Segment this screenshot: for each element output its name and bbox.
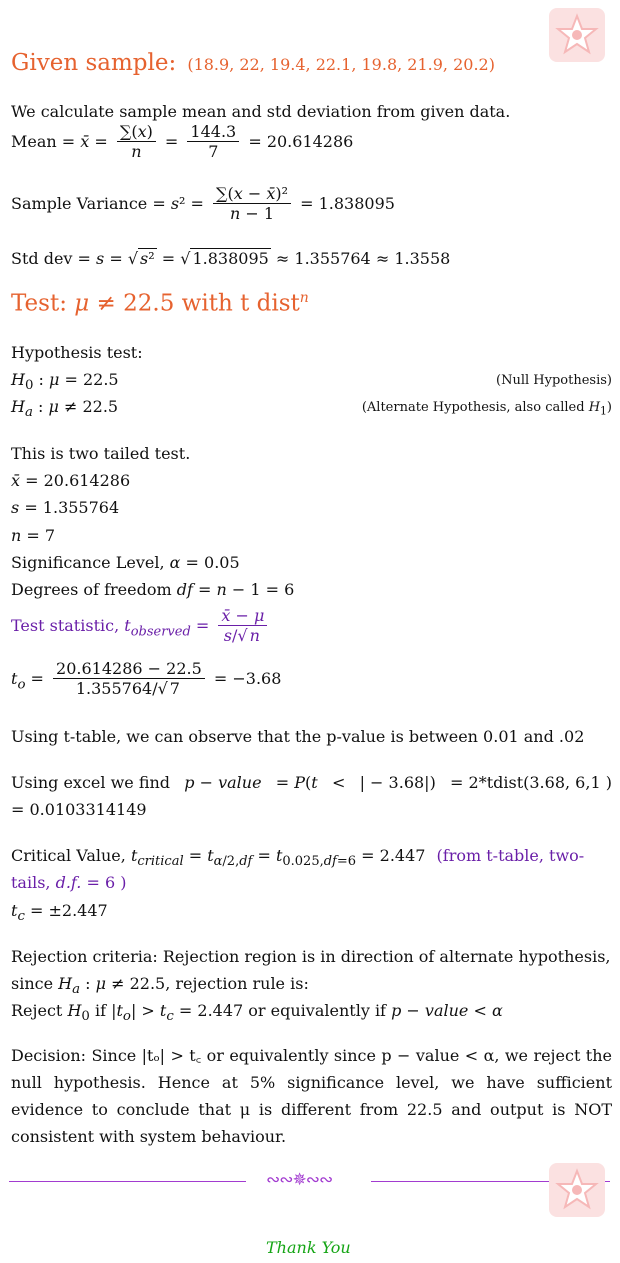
- stddev-approx2: 1.3558: [394, 249, 451, 268]
- critical-value: Critical Value, $t_{critical} = t_{\alpha/2,df} = t_{0.025,df=6} = 2.447$ (from t-table, two-: [11, 846, 585, 870]
- hypothesis-label: Hypothesis test:: [11, 343, 143, 362]
- heading-label: Given sample:: [11, 50, 177, 76]
- star-logo-icon: [555, 13, 599, 57]
- excel-prefix: Using excel we find: [11, 773, 171, 792]
- xbar-value: = 20.614286: [25, 471, 131, 490]
- star-logo-icon: [555, 1168, 599, 1212]
- n-value: = 7: [26, 526, 56, 545]
- critical-note: (from t-table, two-: [436, 846, 585, 865]
- footer-rule-left: [9, 1181, 246, 1182]
- reject-word: Reject: [11, 1001, 63, 1020]
- critical-note3: = 6 ): [86, 873, 127, 892]
- critical-value-number: = 2.447: [361, 846, 426, 865]
- stddev-label: Std dev: [11, 249, 73, 268]
- rejection-since: since: [11, 974, 54, 993]
- test-statistic-value: $t_o$ = $\frac{20.614286 - 22.5}{1.355764/√ 7}$ = −3.68: [11, 659, 282, 699]
- mean-formula: Mean = x̄ = $\frac{\sum(x)}{n}$ = $\frac{144.3}{7}$ = 20.614286: [11, 122, 354, 162]
- rejection-rule: , rejection rule is:: [165, 974, 309, 993]
- sample-values: (18.9, 22, 19.4, 22.1, 19.8, 21.9, 20.2): [187, 55, 495, 74]
- alt-value: 22.5: [82, 397, 119, 416]
- null-hypothesis: $H_0$ : μ = 22.5: [11, 370, 119, 394]
- alt-note-text: (Alternate Hypothesis, also called: [361, 400, 589, 415]
- null-note: (Null Hypothesis): [496, 373, 612, 388]
- mean-value: = 20.614286: [248, 132, 354, 152]
- null-value: 22.5: [82, 370, 119, 389]
- critical-note-line2: tails, d.f. = 6 ): [11, 873, 127, 892]
- pvalue-result: = 0.0103314149: [11, 800, 147, 819]
- test-heading-prefix: Test:: [11, 290, 67, 317]
- decision-text: Decision: Since |tₒ| > t꜀ or equivalently since p − value < α, we reject the null hypothesis. Hence at 5% significance level, we have sufficient evidence to conclude that μ is different from 22.5 and output is NOT consistent with system behaviour.: [11, 1046, 612, 1146]
- given-s: s = 1.355764: [11, 498, 120, 517]
- rejection-line1: Rejection criteria: Rejection region is in direction of alternate hypothesis,: [11, 947, 611, 966]
- variance-value: = 1.838095: [300, 194, 395, 214]
- test-heading: Test: μ ≠ 22.5 with t dist$^n$: [11, 290, 309, 317]
- test-stat-label: Test statistic,: [11, 616, 120, 636]
- given-n: n = 7: [11, 526, 56, 545]
- alternate-hypothesis: $H_a$ : μ ≠ 22.5: [11, 397, 119, 421]
- test-stat-numerator: 20.614286 − 22.5: [53, 660, 205, 679]
- tc-number: = ±2.447: [30, 901, 108, 920]
- test-heading-text: 22.5 with t dist: [123, 290, 300, 317]
- s-value: = 1.355764: [24, 498, 120, 517]
- variance-formula: Sample Variance = s² = $\frac{\text{∑(x − x̄)²}}{n - 1}$ = 1.838095: [11, 184, 395, 224]
- stddev-radicand: 1.838095: [192, 249, 269, 268]
- stddev-formula: Std dev = s = √ s² = √ 1.838095 ≈ 1.355764 ≈ 1.3558: [11, 249, 451, 268]
- brand-logo: [549, 8, 605, 62]
- mean-count: 7: [208, 142, 219, 162]
- excel-formula: = 2*tdist(3.68, 6,1 ): [450, 773, 612, 792]
- given-sample-heading: [11, 52, 495, 75]
- mean-label: Mean: [11, 132, 57, 152]
- df-value: = 6: [265, 580, 295, 599]
- degrees-of-freedom: Degrees of freedom df = n − 1 = 6: [11, 580, 295, 599]
- test-stat-denominator: 1.355764/: [75, 679, 158, 699]
- pvalue-table-text: Using t-table, we can observe that the p-value is between 0.01 and .02: [11, 727, 585, 746]
- variance-label: Sample Variance: [11, 194, 148, 214]
- rejection-line2: since $H_a$ : μ ≠ 22.5, rejection rule is:: [11, 974, 309, 998]
- pvalue-excel: Using excel we find p − value = P(t < | − 3.68|) = 2*tdist(3.68, 6,1 ): [11, 773, 612, 792]
- given-xbar: x̄ = 20.614286: [11, 471, 131, 490]
- critical-label: Critical Value,: [11, 846, 126, 865]
- critical-note2: tails,: [11, 873, 51, 892]
- significance-level: Significance Level, α = 0.05: [11, 553, 240, 572]
- alt-note: (Alternate Hypothesis, also called $H_1$): [361, 400, 612, 418]
- footer-ornament: ∾∾✵∾∾: [266, 1170, 333, 1190]
- tc-value: $t_c = \pm 2.447$: [11, 901, 108, 925]
- test-stat-result: = −3.68: [213, 669, 282, 689]
- df-label: Degrees of freedom: [11, 580, 172, 599]
- intro-text: We calculate sample mean and std deviation from given data.: [11, 102, 511, 121]
- mean-sum: 144.3: [187, 123, 239, 142]
- stddev-approx1: 1.355764: [294, 249, 371, 268]
- tail-type: This is two tailed test.: [11, 444, 191, 463]
- footer-logo: [549, 1163, 605, 1217]
- alpha-label: Significance Level,: [11, 553, 165, 572]
- test-stat-sqrt: 7: [169, 679, 180, 699]
- alpha-value: = 0.05: [185, 553, 240, 572]
- thank-you: Thank You: [266, 1238, 351, 1257]
- reject-equivalently: or equivalently if: [248, 1001, 386, 1020]
- rejection-line3: Reject $H_0$ if $|t_o| > t_c = 2.447$ or equivalently if p − value < α: [11, 1001, 503, 1025]
- test-statistic-formula: Test statistic, $t_{observed}$ = $\frac{x̄ - \mu}{s/√ n}$: [11, 607, 271, 646]
